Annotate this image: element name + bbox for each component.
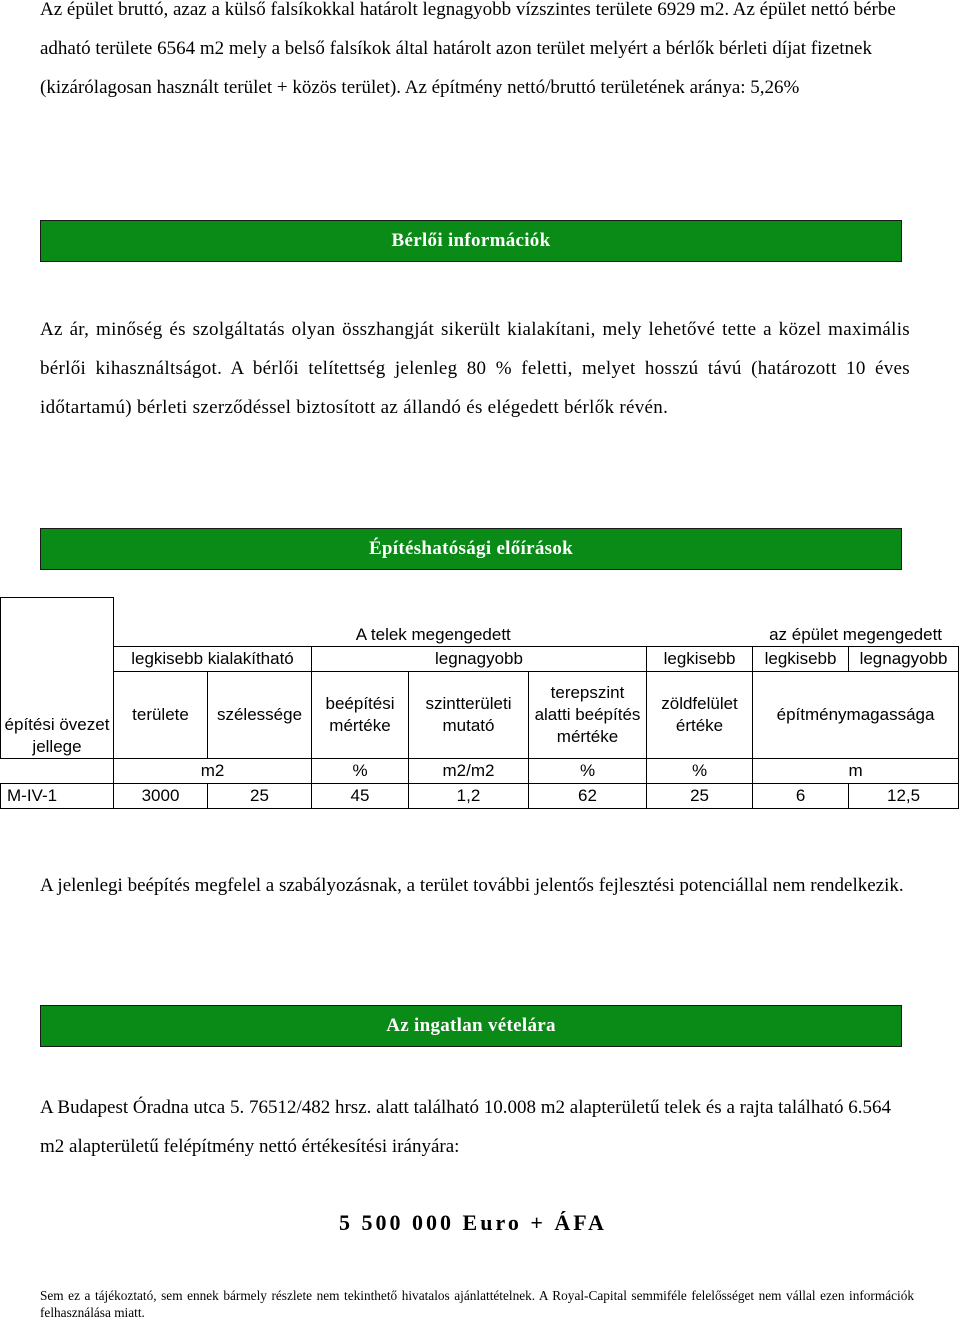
section-header-building-regulations: Építéshatósági előírások bbox=[40, 528, 902, 570]
table-cell: 25 bbox=[647, 783, 753, 808]
unit-cell: % bbox=[312, 758, 409, 783]
table-cell: 45 bbox=[312, 783, 409, 808]
largest-height-header: legnagyobb bbox=[849, 646, 959, 671]
table-cell: 25 bbox=[208, 783, 312, 808]
smallest-formable-header: legkisebb kialakítható bbox=[114, 646, 312, 671]
unit-cell: % bbox=[529, 758, 647, 783]
col-area: területe bbox=[114, 671, 208, 758]
section-header-tenant-info: Bérlői információk bbox=[40, 220, 902, 262]
table-cell: 6 bbox=[753, 783, 849, 808]
unit-cell: m2 bbox=[114, 758, 312, 783]
col-width: szélessége bbox=[208, 671, 312, 758]
unit-cell: m bbox=[753, 758, 959, 783]
table-cell: 3000 bbox=[114, 783, 208, 808]
col-underground: terepszint alatti beépítés mértéke bbox=[529, 671, 647, 758]
zone-type-header: építési övezet jellege bbox=[1, 598, 114, 759]
building-allowed-header: az épület megengedett bbox=[769, 624, 943, 644]
table-cell: 12,5 bbox=[849, 783, 959, 808]
building-regulations-paragraph: A jelenlegi beépítés megfelel a szabályozásnak, a terület további jelentős fejlesztési potenciállal nem rendelkezik. bbox=[40, 875, 904, 896]
section-header-price: Az ingatlan vételára bbox=[40, 1005, 902, 1047]
price-value: 5 500 000 Euro + ÁFA bbox=[339, 1210, 607, 1235]
smallest-height-header: legkisebb bbox=[753, 646, 849, 671]
col-coverage: beépítési mértéke bbox=[312, 671, 409, 758]
smallest-header: legkisebb bbox=[647, 646, 753, 671]
largest-header: legnagyobb bbox=[312, 646, 647, 671]
table-row bbox=[1, 783, 959, 808]
col-floor-index: szintterületi mutató bbox=[409, 671, 529, 758]
units-row bbox=[1, 758, 959, 783]
intro-paragraph: Az épület bruttó, azaz a külső falsíkokkal határolt legnagyobb vízszintes területe 6929 m2. Az épület nettó bérbe adható területe 6564 m2 mely a belső falsíkok által határolt azon terület melyért a bérlők bérleti díjat fizetnek (kizárólagosan használt terület + közös terület). Az építmény nettó/bruttó területének aránya: 5,26% bbox=[40, 0, 896, 98]
table-cell: 1,2 bbox=[409, 783, 529, 808]
col-height: építménymagassága bbox=[753, 671, 959, 758]
unit-cell: % bbox=[647, 758, 753, 783]
table-cell: 62 bbox=[529, 783, 647, 808]
col-green: zöldfelület értéke bbox=[647, 671, 753, 758]
tenant-info-paragraph: Az ár, minőség és szolgáltatás olyan összhangját sikerült kialakítani, mely lehetővé tette a közel maximális bérlői kihasználtságot. A bérlői telítettség jelenleg 80 % feletti, melyet hosszú távú (határozott 10 éves időtartamú) bérleti szerződéssel biztosított az állandó és elégedett bérlők révén. bbox=[40, 319, 910, 418]
plot-allowed-header: A telek megengedett bbox=[355, 624, 511, 644]
unit-cell: m2/m2 bbox=[409, 758, 529, 783]
building-regulations-table bbox=[0, 597, 959, 809]
footer-disclaimer: Sem ez a tájékoztató, sem ennek bármely részlete nem tekinthető hivatalos ajánlattételnek. A Royal-Capital semmiféle felelősséget nem vállal ezen információk felhasználása miatt. bbox=[40, 1288, 914, 1320]
price-paragraph: A Budapest Óradna utca 5. 76512/482 hrsz. alatt található 10.008 m2 alapterületű telek és a rajta található 6.564 m2 alapterületű felépítmény nettó értékesítési irányára: bbox=[40, 1097, 892, 1157]
zone-code: M-IV-1 bbox=[1, 783, 114, 808]
